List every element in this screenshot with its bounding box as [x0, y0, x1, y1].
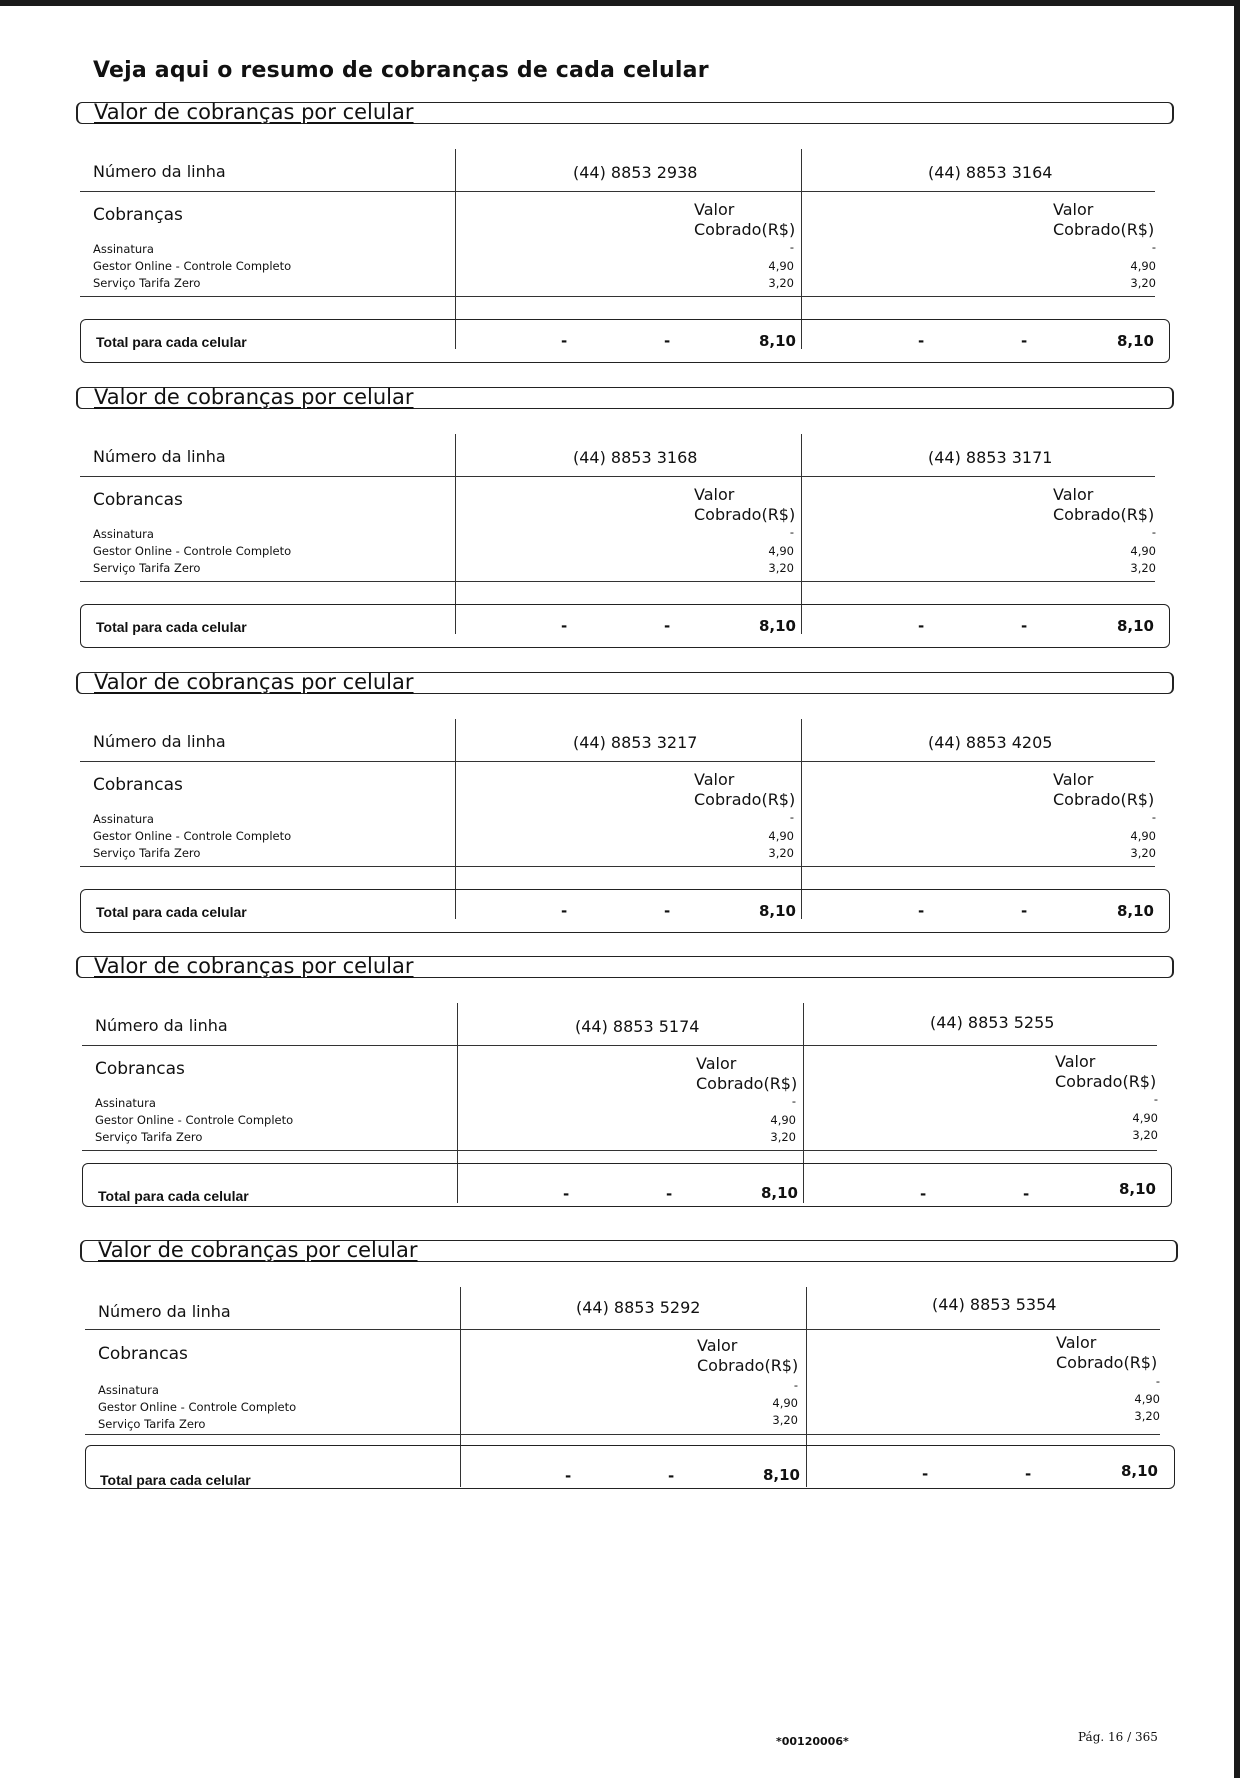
phone-number: (44) 8853 5354	[932, 1295, 1057, 1314]
total-dash: -	[1021, 617, 1028, 635]
total-dash: -	[922, 1465, 929, 1483]
block-title: Valor de cobranças por celular	[94, 100, 414, 124]
amount-header: Valor Cobrado(R$)	[1053, 485, 1155, 524]
charge-value: -	[789, 525, 794, 539]
total-dash: -	[918, 617, 925, 635]
amount-header: Valor Cobrado(R$)	[1053, 770, 1155, 809]
phone-number: (44) 8853 3168	[573, 448, 698, 467]
amount-header: Valor Cobrado(R$)	[696, 1054, 798, 1093]
row-divider	[82, 1150, 1157, 1151]
charge-value: 4,90	[1130, 259, 1156, 273]
phone-number: (44) 8853 5292	[576, 1298, 701, 1317]
phone-number: (44) 8853 3171	[928, 448, 1053, 467]
charges-block	[0, 672, 1240, 942]
line-number-label: Número da linha	[95, 1016, 228, 1035]
block-header	[76, 387, 1174, 409]
charge-item: Gestor Online - Controle Completo	[98, 1400, 297, 1414]
amount-header: Valor Cobrado(R$)	[694, 485, 796, 524]
charge-value: 3,20	[1130, 276, 1156, 290]
charge-value: 4,90	[768, 259, 794, 273]
charge-value: 4,90	[768, 829, 794, 843]
row-divider	[80, 296, 1155, 297]
line-number-label: Número da linha	[93, 162, 226, 181]
charge-value: -	[793, 1378, 798, 1392]
total-value: 8,10	[758, 617, 796, 635]
total-dash: -	[561, 902, 568, 920]
charge-value: 3,20	[770, 1130, 796, 1144]
block-header	[76, 956, 1174, 978]
charge-item: Assinatura	[95, 1096, 156, 1110]
charges-block	[0, 956, 1240, 1226]
total-dash: -	[565, 1467, 572, 1485]
total-dash: -	[664, 617, 671, 635]
charge-value: 3,20	[772, 1413, 798, 1427]
total-dash: -	[920, 1185, 927, 1203]
total-dash: -	[561, 617, 568, 635]
charge-value: -	[1151, 240, 1156, 254]
total-label: Total para cada celular	[98, 1188, 249, 1204]
charge-value: -	[1155, 1374, 1160, 1388]
total-dash: -	[1021, 332, 1028, 350]
charge-value: -	[1153, 1092, 1158, 1106]
total-value: 8,10	[1116, 902, 1154, 920]
page-number: Pág. 16 / 365	[1078, 1730, 1158, 1744]
charge-item: Serviço Tarifa Zero	[93, 276, 201, 290]
block-title: Valor de cobranças por celular	[94, 954, 414, 978]
charge-value: 3,20	[1132, 1128, 1158, 1142]
amount-header: Valor Cobrado(R$)	[1053, 200, 1155, 239]
charge-item: Assinatura	[93, 242, 154, 256]
phone-number: (44) 8853 3164	[928, 163, 1053, 182]
row-divider	[82, 1045, 1157, 1046]
charge-value: 4,90	[768, 544, 794, 558]
row-divider	[80, 191, 1155, 192]
total-value: 8,10	[1116, 617, 1154, 635]
block-header	[80, 1240, 1178, 1262]
row-divider	[80, 761, 1155, 762]
document-code: *00120006*	[776, 1735, 849, 1748]
total-dash: -	[1023, 1185, 1030, 1203]
row-divider	[80, 866, 1155, 867]
amount-header: Valor Cobrado(R$)	[1056, 1333, 1158, 1372]
total-value: 8,10	[1116, 332, 1154, 350]
charges-label: Cobrancas	[93, 490, 183, 510]
line-number-label: Número da linha	[93, 732, 226, 751]
total-dash: -	[918, 902, 925, 920]
charge-item: Serviço Tarifa Zero	[98, 1417, 206, 1431]
charge-item: Gestor Online - Controle Completo	[93, 259, 292, 273]
charge-value: 4,90	[1130, 829, 1156, 843]
block-header	[76, 672, 1174, 694]
line-number-label: Número da linha	[98, 1302, 231, 1321]
charge-value: 3,20	[1130, 561, 1156, 575]
row-divider	[80, 476, 1155, 477]
page-heading: Veja aqui o resumo de cobranças de cada celular	[93, 58, 709, 83]
page-top-border	[0, 0, 1240, 6]
charge-item: Assinatura	[98, 1383, 159, 1397]
total-dash: -	[561, 332, 568, 350]
total-label: Total para cada celular	[96, 334, 247, 350]
total-value: 8,10	[758, 332, 796, 350]
phone-number: (44) 8853 5174	[575, 1017, 700, 1036]
charge-item: Assinatura	[93, 812, 154, 826]
charge-value: 3,20	[768, 276, 794, 290]
charge-item: Gestor Online - Controle Completo	[93, 544, 292, 558]
charge-value: 3,20	[768, 846, 794, 860]
row-divider	[85, 1434, 1160, 1435]
charge-item: Serviço Tarifa Zero	[95, 1130, 203, 1144]
charges-label: Cobranças	[93, 205, 183, 225]
total-value: 8,10	[1120, 1462, 1158, 1480]
total-value: 8,10	[762, 1466, 800, 1484]
phone-number: (44) 8853 3217	[573, 733, 698, 752]
block-title: Valor de cobranças por celular	[94, 385, 414, 409]
total-dash: -	[918, 332, 925, 350]
charge-value: 3,20	[768, 561, 794, 575]
line-number-label: Número da linha	[93, 447, 226, 466]
charge-value: -	[1151, 525, 1156, 539]
total-label: Total para cada celular	[96, 904, 247, 920]
total-dash: -	[664, 332, 671, 350]
amount-header: Valor Cobrado(R$)	[694, 770, 796, 809]
charges-label: Cobrancas	[95, 1059, 185, 1079]
charges-block	[0, 102, 1240, 372]
total-dash: -	[563, 1185, 570, 1203]
charge-value: 4,90	[770, 1113, 796, 1127]
total-dash: -	[664, 902, 671, 920]
total-dash: -	[668, 1467, 675, 1485]
charges-block	[0, 1240, 1240, 1510]
charge-item: Gestor Online - Controle Completo	[93, 829, 292, 843]
block-title: Valor de cobranças por celular	[98, 1238, 418, 1262]
charges-label: Cobrancas	[98, 1344, 188, 1364]
row-divider	[80, 581, 1155, 582]
block-header	[76, 102, 1174, 124]
charge-value: -	[789, 810, 794, 824]
charges-label: Cobrancas	[93, 775, 183, 795]
phone-number: (44) 8853 4205	[928, 733, 1053, 752]
charge-value: -	[789, 240, 794, 254]
total-dash: -	[1025, 1465, 1032, 1483]
amount-header: Valor Cobrado(R$)	[1055, 1052, 1157, 1091]
total-value: 8,10	[760, 1184, 798, 1202]
charge-value: 4,90	[772, 1396, 798, 1410]
charge-item: Gestor Online - Controle Completo	[95, 1113, 294, 1127]
charge-value: 3,20	[1134, 1409, 1160, 1423]
charges-block	[0, 387, 1240, 657]
charge-item: Serviço Tarifa Zero	[93, 561, 201, 575]
charge-item: Assinatura	[93, 527, 154, 541]
charge-value: 4,90	[1134, 1392, 1160, 1406]
total-value: 8,10	[758, 902, 796, 920]
charge-value: -	[791, 1094, 796, 1108]
amount-header: Valor Cobrado(R$)	[697, 1336, 799, 1375]
charge-value: -	[1151, 810, 1156, 824]
total-label: Total para cada celular	[100, 1472, 251, 1488]
total-dash: -	[1021, 902, 1028, 920]
block-title: Valor de cobranças por celular	[94, 670, 414, 694]
charge-value: 4,90	[1132, 1111, 1158, 1125]
charge-value: 4,90	[1130, 544, 1156, 558]
charge-item: Serviço Tarifa Zero	[93, 846, 201, 860]
total-value: 8,10	[1118, 1180, 1156, 1198]
total-dash: -	[666, 1185, 673, 1203]
row-divider	[85, 1329, 1160, 1330]
phone-number: (44) 8853 2938	[573, 163, 698, 182]
charge-value: 3,20	[1130, 846, 1156, 860]
phone-number: (44) 8853 5255	[930, 1013, 1055, 1032]
amount-header: Valor Cobrado(R$)	[694, 200, 796, 239]
total-label: Total para cada celular	[96, 619, 247, 635]
